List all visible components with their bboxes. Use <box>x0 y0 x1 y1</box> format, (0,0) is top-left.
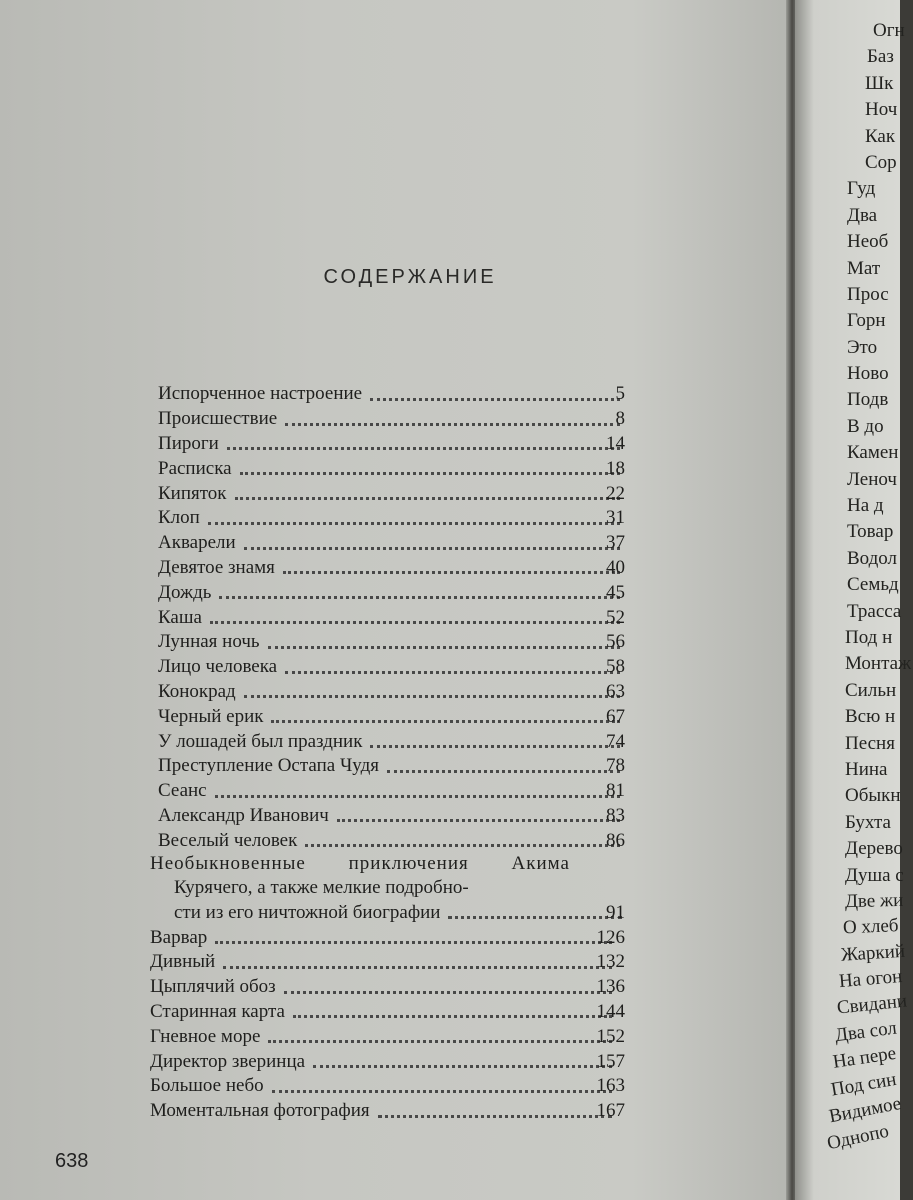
toc-entry-page: 167 <box>596 1100 625 1122</box>
toc-entry-page: 126 <box>596 926 625 948</box>
toc-entry-title: Директор зверинца <box>150 1050 306 1072</box>
right-page-line: Под н <box>845 626 893 648</box>
right-page-line: Обыкн <box>845 785 901 807</box>
right-page-line: Всю н <box>845 706 896 728</box>
toc-entry <box>0 680 628 705</box>
right-page-line: Гуд <box>847 178 876 200</box>
right-page <box>795 0 912 1200</box>
right-page-line: Прос <box>847 283 889 305</box>
right-page-line: Песня <box>845 732 895 754</box>
toc-entry <box>0 828 628 853</box>
toc-entry-title: Кипяток <box>158 482 227 504</box>
toc-entry <box>0 605 628 630</box>
toc-entry-title: Расписка <box>158 457 232 479</box>
toc-entry <box>0 729 628 754</box>
toc-entry-title: Преступление Остапа Чудя <box>158 755 379 777</box>
toc-entry-title: Черный ерик <box>158 705 264 727</box>
right-page-line: В до <box>847 415 884 437</box>
right-page-line: Семьд <box>847 574 899 596</box>
right-page-line: Это <box>847 336 878 358</box>
toc-entry <box>0 925 625 950</box>
toc-entry <box>0 556 628 581</box>
toc-entry <box>0 1099 625 1124</box>
toc-entry <box>0 754 628 779</box>
toc-entry <box>0 779 628 804</box>
right-page-lines <box>795 18 911 1153</box>
toc-entry <box>0 407 628 432</box>
right-page-line: Сор <box>865 151 897 173</box>
dot-leader <box>223 966 612 969</box>
toc-entry-title: Александр Иванович <box>158 804 329 826</box>
toc-entry <box>0 382 628 407</box>
toc-entry <box>0 1024 625 1049</box>
toc-entry <box>0 432 628 457</box>
right-page-line: Свидани <box>835 990 908 1020</box>
right-page-line: Жаркий <box>840 940 906 966</box>
table-of-contents <box>0 382 790 1124</box>
toc-word: приключения <box>348 853 469 875</box>
toc-entry-title: Девятое знамя <box>158 556 275 578</box>
right-page-line: Бухта <box>845 811 891 833</box>
toc-entry-title: Веселый человек <box>158 829 298 851</box>
toc-entry-title-line <box>150 900 630 925</box>
toc-entry-title: Старинная карта <box>150 1000 285 1022</box>
toc-entry-title: Дождь <box>158 581 212 603</box>
toc-word: Акима <box>511 853 570 875</box>
toc-entry <box>0 975 625 1000</box>
right-page-line: Дерево <box>845 838 903 860</box>
toc-entry <box>0 1000 625 1025</box>
toc-entry-page: 67 <box>606 705 625 727</box>
dot-leader <box>215 941 612 944</box>
toc-entry-title-line: Курячего, а также мелкие подробно- <box>174 877 469 899</box>
toc-entry <box>0 1049 625 1074</box>
dot-leader <box>210 621 620 624</box>
toc-entry-title: Моментальная фотография <box>150 1100 370 1122</box>
toc-entry-page: 37 <box>606 532 625 554</box>
right-page-line: Под син <box>829 1068 898 1101</box>
toc-entry-page: 31 <box>606 507 625 529</box>
toc-entry-page: 45 <box>606 581 625 603</box>
right-page-line: Монтаж <box>845 653 912 675</box>
toc-entry <box>0 704 628 729</box>
toc-entry-title: Варвар <box>150 926 208 948</box>
right-page-line: О хлеб <box>842 915 899 939</box>
toc-entry-title: Пироги <box>158 432 219 454</box>
toc-entry-page: 74 <box>606 730 625 752</box>
toc-entry-page: 163 <box>596 1075 625 1097</box>
toc-entry <box>0 481 628 506</box>
toc-entry-title: Происшествие <box>158 408 278 430</box>
toc-entry-title: сти из его ничтожной биографии <box>174 901 441 923</box>
toc-entry-page: 5 <box>615 383 625 405</box>
toc-entry-page: 78 <box>606 755 625 777</box>
toc-entry <box>0 630 628 655</box>
toc-entry-page: 81 <box>606 780 625 802</box>
toc-entry-title: Конокрад <box>158 680 236 702</box>
toc-entry <box>0 506 628 531</box>
toc-entry-page: 157 <box>596 1050 625 1072</box>
right-page-line: Ново <box>847 363 889 385</box>
toc-entry-page: 83 <box>606 804 625 826</box>
toc-entry-page: 91 <box>606 901 625 923</box>
toc-entry-title-line <box>150 853 570 875</box>
toc-entry-title: Акварели <box>158 532 236 554</box>
page-number: 638 <box>55 1150 89 1172</box>
toc-entry-page: 14 <box>606 432 625 454</box>
toc-entry-title: Каша <box>158 606 202 628</box>
right-page-line: Шк <box>865 72 894 94</box>
toc-entry <box>0 456 628 481</box>
right-page-line: Две жи <box>844 889 904 913</box>
right-page-line: Трасса <box>847 600 902 622</box>
toc-entry-page: 58 <box>606 656 625 678</box>
toc-entry-page: 136 <box>596 976 625 998</box>
toc-entry-title: Лицо человека <box>158 656 278 678</box>
toc-entry-page: 52 <box>606 606 625 628</box>
right-page-line: Камен <box>847 442 899 464</box>
toc-entry-page: 56 <box>606 631 625 653</box>
right-page-line: Необ <box>847 231 889 253</box>
toc-entry-page: 63 <box>606 680 625 702</box>
toc-entry-title: Клоп <box>158 507 200 529</box>
toc-word: Необыкновенные <box>150 853 306 875</box>
right-page-line: Видимое <box>827 1093 903 1128</box>
toc-entry <box>0 580 628 605</box>
right-page-line: Два сол <box>833 1017 898 1047</box>
right-page-line: Нина <box>845 758 888 780</box>
right-page-line: Огн <box>873 20 905 41</box>
right-page-line: Водол <box>847 547 898 569</box>
toc-entry-title: Большое небо <box>150 1075 264 1097</box>
toc-entry-page: 40 <box>606 556 625 578</box>
toc-entry-title: Цыплячий обоз <box>150 976 276 998</box>
right-page-line: Два <box>847 204 878 226</box>
right-page-line: Сильн <box>845 679 897 701</box>
right-page-line: На пере <box>831 1043 898 1074</box>
right-page-line: На д <box>847 495 884 517</box>
right-page-line: На огон <box>838 965 904 993</box>
toc-entry-page: 8 <box>615 408 625 430</box>
toc-entry-title: Дивный <box>150 951 216 973</box>
toc-entry-title: Сеанс <box>158 780 207 802</box>
toc-entry-page: 132 <box>596 951 625 973</box>
toc-entry-page: 22 <box>606 482 625 504</box>
toc-entry-page: 144 <box>596 1000 625 1022</box>
toc-entry <box>0 531 628 556</box>
right-page-line: Ноч <box>865 99 898 121</box>
toc-entry-title: У лошадей был праздник <box>158 730 363 752</box>
toc-entry-page: 18 <box>606 457 625 479</box>
toc-entry <box>0 655 628 680</box>
toc-entry <box>0 1074 625 1099</box>
toc-entry <box>0 950 625 975</box>
right-page-line: Товар <box>847 521 894 543</box>
toc-entry-title: Лунная ночь <box>158 631 260 653</box>
right-page-line: Баз <box>867 46 894 68</box>
toc-entry <box>0 804 628 829</box>
right-page-line: Однопо <box>825 1121 891 1155</box>
right-page-line: Подв <box>847 389 889 411</box>
toc-entry-title: Гневное море <box>150 1025 261 1047</box>
right-page-line: Горн <box>847 310 886 332</box>
toc-entry-page: 152 <box>596 1025 625 1047</box>
right-page-line: Леноч <box>847 468 897 490</box>
right-page-line: Мат <box>847 257 881 279</box>
right-page-line: Душа с <box>845 864 904 886</box>
toc-entry-long <box>0 853 630 925</box>
toc-entry-title: Испорченное настроение <box>158 383 363 405</box>
dot-leader <box>208 522 620 525</box>
toc-entry-page: 86 <box>606 829 625 851</box>
contents-heading: СОДЕРЖАНИЕ <box>323 266 497 288</box>
right-page-line: Как <box>865 125 896 147</box>
